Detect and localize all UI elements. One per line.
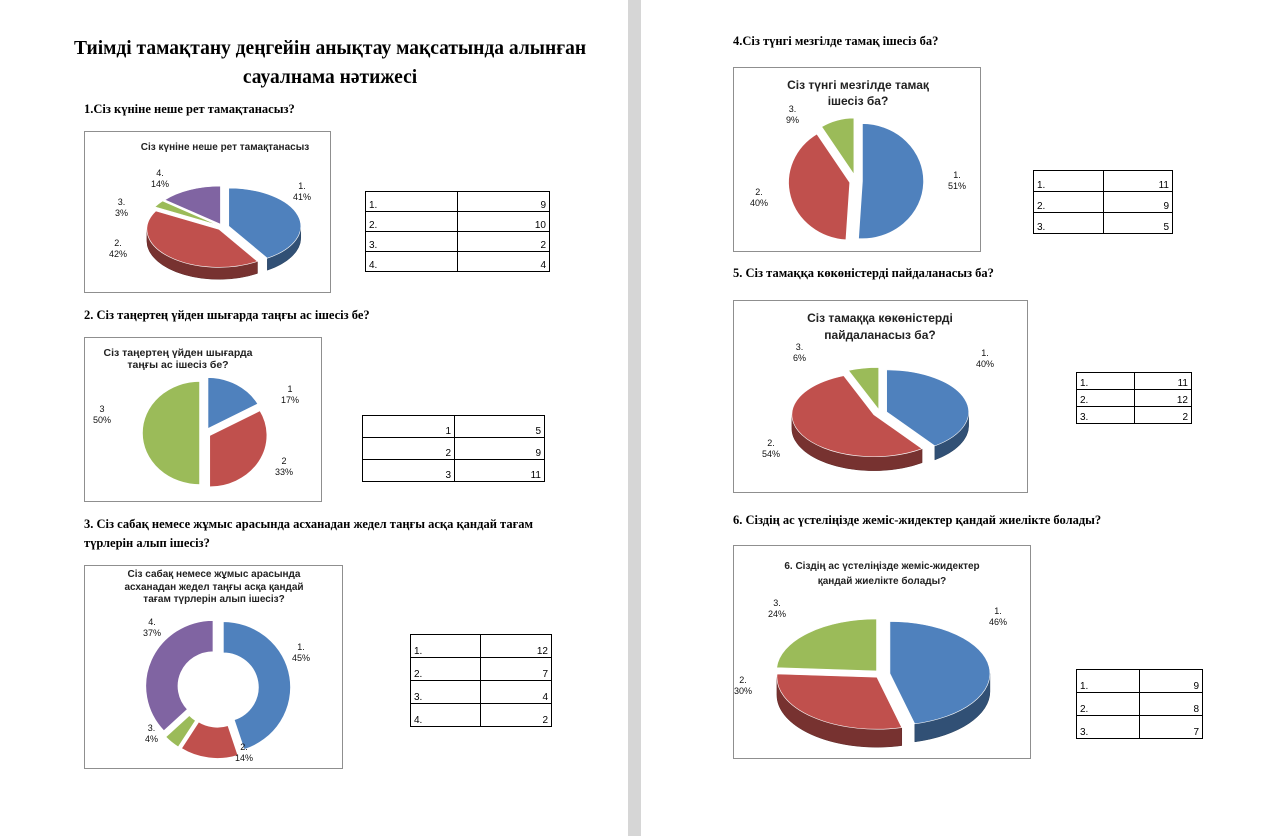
chart-6-slice-3 (777, 619, 877, 671)
chart-4-label-2: 2. 40% (750, 187, 769, 208)
chart-1-label-3: 3. 3% (115, 197, 129, 218)
chart-2-label-2: 2 33% (275, 456, 294, 477)
chart-6-title: 6. Сіздің ас үстеліңізде жеміс-жидектер қандай жиелікте болады? (784, 561, 980, 587)
data-table-6 (1076, 669, 1203, 739)
chart-1 (84, 131, 331, 293)
chart-3-title: Сіз сабақ немесе жұмыс арасында асханадан жедел таңғы асқа қандай тағам түрлерін алып ішесіз? (124, 569, 304, 605)
chart-3-label-1: 1. 45% (292, 642, 311, 663)
table-row: 3. 5 (1034, 213, 1173, 234)
chart-2-label-1: 1 17% (281, 384, 300, 405)
chart-3-label-4: 4. 37% (143, 617, 162, 638)
table-row: 2. 7 (411, 658, 552, 681)
table-row: 1 5 (363, 416, 545, 438)
table-row: 2. 8 (1077, 693, 1203, 716)
table-row: 3. 2 (366, 232, 550, 252)
chart-3-label-2: 2. 14% (235, 742, 254, 763)
document-page-left (0, 0, 628, 836)
table-row: 1. 12 (411, 635, 552, 658)
chart-5-label-2: 2. 54% (762, 438, 781, 459)
chart-2-title: Сіз таңертең үйден шығарда таңғы ас ішесіз бе? (103, 347, 253, 371)
chart-2 (84, 337, 322, 502)
data-table-3 (410, 634, 552, 727)
chart-6-label-2: 2. 30% (734, 675, 753, 696)
chart-6-label-1: 1. 46% (989, 606, 1008, 627)
table-row: 1. 9 (1077, 670, 1203, 693)
table-row: 3. 7 (1077, 716, 1203, 739)
table-row: 2. 9 (1034, 192, 1173, 213)
question-5: 5. Сіз тамаққа көкөністерді пайдаланасыз ба? (733, 266, 994, 280)
table-row: 1. 9 (366, 192, 550, 212)
table-row: 1. 11 (1034, 171, 1173, 192)
data-table-5 (1076, 372, 1192, 424)
question-2: 2. Сіз таңертең үйден шығарда таңғы ас ішесіз бе? (84, 308, 370, 322)
chart-5-label-1: 1. 40% (976, 348, 995, 369)
table-row: 4. 4 (366, 252, 550, 272)
question-1: 1.Сіз күніне неше рет тамақтанасыз? (84, 102, 295, 116)
table-row: 2. 12 (1077, 390, 1192, 407)
document-page-right (641, 0, 1280, 836)
chart-4 (733, 67, 981, 252)
chart-3-slice-1 (223, 621, 291, 750)
chart-1-label-2: 2. 42% (109, 238, 128, 259)
table-row: 3 11 (363, 460, 545, 482)
page-gutter (628, 0, 641, 836)
table-row: 1. 11 (1077, 373, 1192, 390)
chart-6-label-3: 3. 24% (768, 598, 787, 619)
chart-3-label-3: 3. 4% (145, 723, 159, 744)
chart-1-title: Сіз күніне неше рет тамақтанасыз (140, 142, 310, 153)
chart-6 (733, 545, 1031, 759)
question-3: 3. Сіз сабақ немесе жұмыс арасында асханадан жедел таңғы асқа қандай тағам түрлерін алып ішесіз? (84, 517, 534, 550)
chart-1-label-4: 4. 14% (151, 168, 170, 189)
chart-4-label-1: 1. 51% (948, 170, 967, 191)
table-row: 2 9 (363, 438, 545, 460)
chart-5 (733, 300, 1028, 493)
chart-4-title: Сіз түнгі мезгілде тамақ ішесіз ба? (787, 78, 929, 108)
chart-4-label-3: 3. 9% (786, 104, 800, 125)
chart-4-slice-1 (858, 123, 924, 239)
chart-2-label-3: 3 50% (93, 404, 112, 425)
table-row: 4. 2 (411, 704, 552, 727)
question-6: 6. Сіздің ас үстеліңізде жеміс-жидектер қандай жиелікте болады? (733, 513, 1102, 527)
data-table-4 (1033, 170, 1173, 234)
table-row: 3. 4 (411, 681, 552, 704)
table-row: 2. 10 (366, 212, 550, 232)
chart-2-slice-3 (142, 381, 200, 485)
chart-5-label-3: 3. 6% (793, 342, 807, 363)
chart-1-label-1: 1. 41% (293, 181, 312, 202)
question-4: 4.Сіз түнгі мезгілде тамақ ішесіз ба? (733, 34, 939, 48)
chart-3 (84, 565, 343, 769)
document-title: Тиімді тамақтану деңгейін анықтау мақсатында алынған сауалнама нәтижесі (73, 38, 587, 88)
chart-5-title: Сіз тамаққа көкөністерді пайдаланасыз ба? (807, 311, 953, 342)
data-table-1 (365, 191, 550, 272)
data-table-2 (362, 415, 545, 482)
table-row: 3. 2 (1077, 407, 1192, 424)
